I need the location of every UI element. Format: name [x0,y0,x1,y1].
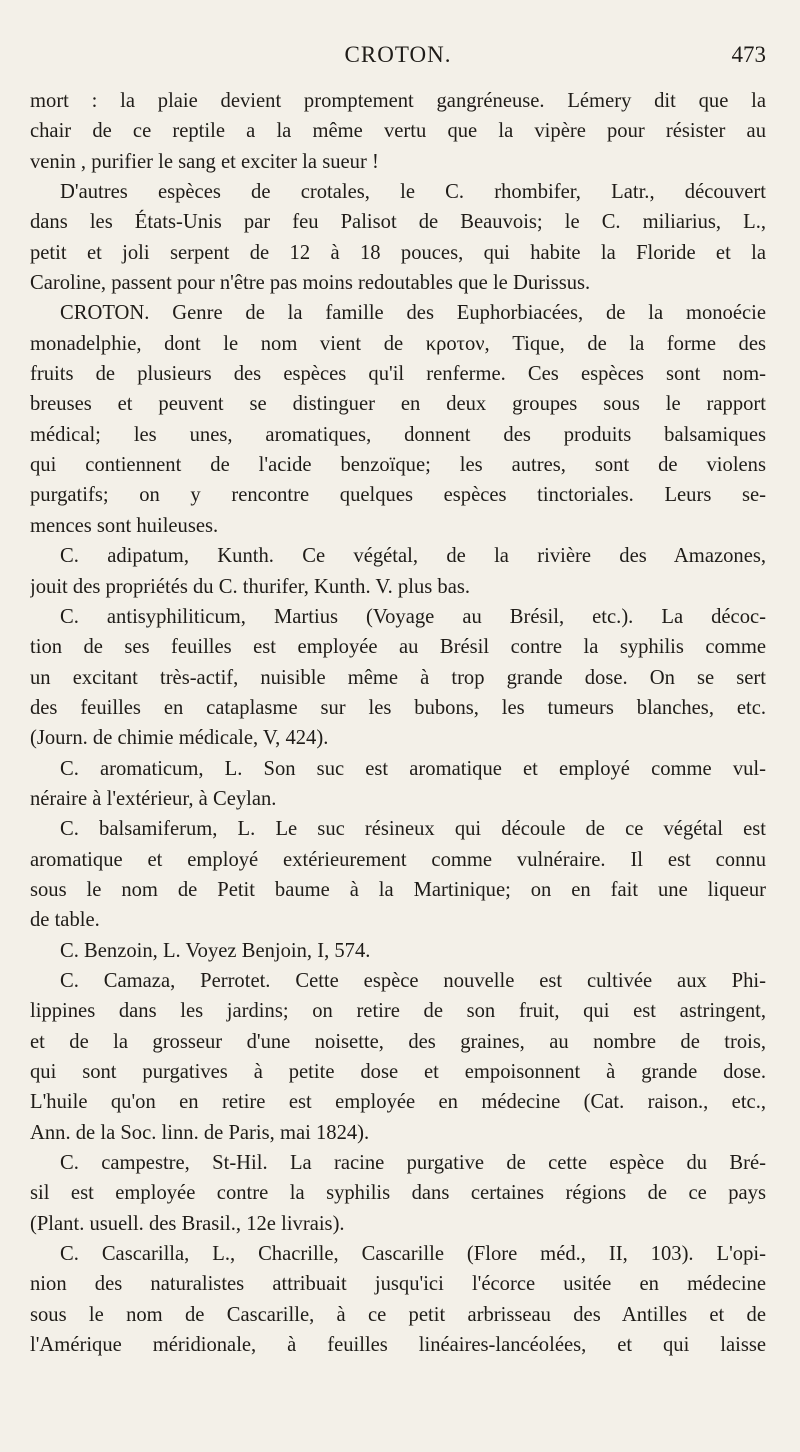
text-line: C. Benzoin, L. Voyez Benjoin, I, 574. [60,939,371,962]
body-text [30,86,766,1360]
text-line: C. campestre, St-Hil. La racine purgative de cette espèce du Bré- [60,1152,766,1175]
text-line: C. Cascarilla, L., Chacrille, Cascarille (Flore méd., II, 103). L'opi- [60,1243,766,1266]
text-line: un excitant très-actif, nuisible même à trop grande dose. On se sert [30,666,766,689]
text-line: qui sont purgatives à petite dose et empoisonnent à grande dose. [30,1061,766,1083]
text-line: sil est employée contre la syphilis dans certaines régions de ce pays [30,1182,766,1205]
text-line: lippines dans les jardins; on retire de son fruit, qui est astringent, [30,1000,766,1023]
text-line: néraire à l'extérieur, à Ceylan. [30,787,277,810]
text-line: l'Amérique méridionale, à feuilles linéaires-lancéolées, et qui laisse [30,1334,766,1357]
text-line: dans les États-Unis par feu Palisot de Beauvois; le C. miliarius, L., [30,211,766,234]
text-line: qui contiennent de l'acide benzoïque; les autres, sont de violens [30,454,766,477]
text-line: D'autres espèces de crotales, le C. rhombifer, Latr., découvert [60,181,766,204]
text-line: petit et joli serpent de 12 à 18 pouces, qui habite la Floride et la [30,241,766,264]
text-line: médical; les unes, aromatiques, donnent des produits balsamiques [30,423,766,446]
text-line: des feuilles en cataplasme sur les bubons, les tumeurs blanches, etc. [30,696,766,719]
text-line: purgatifs; on y rencontre quelques espèces tinctoriales. Leurs se- [30,484,766,507]
text-line: fruits de plusieurs des espèces qu'il renferme. Ces espèces sont nom- [30,363,766,386]
text-line: Caroline, passent pour n'être pas moins redoutables que le Durissus. [30,272,591,295]
text-line: nion des naturalistes attribuait jusqu'ici l'écorce usitée en médecine [30,1273,766,1296]
text-line: C. adipatum, Kunth. Ce végétal, de la rivière des Amazones, [60,545,766,568]
text-line: (Journ. de chimie médicale, V, 424). [30,727,329,750]
text-line: aromatique et employé extérieurement comme vulnéraire. Il est connu [30,848,766,871]
text-line: mort : la plaie devient promptement gangréneuse. Lémery dit que la [30,90,766,112]
text-line: chair de ce reptile a la même vertu que la vipère pour résister au [30,120,766,143]
text-line: CROTON. Genre de la famille des Euphorbiacées, de la monoécie [60,302,766,325]
text-line: et de la grosseur d'une noisette, des graines, au nombre de trois, [30,1030,766,1053]
text-line: Ann. de la Soc. linn. de Paris, mai 1824). [30,1121,370,1144]
text-line: (Plant. usuell. des Brasil., 12e livrais). [30,1212,345,1235]
text-line: venin , purifier le sang et exciter la sueur ! [30,150,379,173]
text-line: sous le nom de Cascarille, à ce petit arbrisseau des Antilles et de [30,1303,766,1326]
text-line: de table. [30,909,100,932]
running-title: CROTON. [344,42,452,67]
text-line: C. balsamiferum, L. Le suc résineux qui découle de ce végétal est [60,818,766,841]
text-line: sous le nom de Petit baume à la Martinique; on en fait une liqueur [30,878,766,901]
page-number: 473 [731,42,766,67]
text-line: C. antisyphiliticum, Martius (Voyage au Brésil, etc.). La décoc- [60,605,766,628]
running-head [30,40,766,86]
text-line: mences sont huileuses. [30,514,219,537]
text-line: C. Camaza, Perrotet. Cette espèce nouvelle est cultivée aux Phi- [60,969,766,992]
text-line: monadelphie, dont le nom vient de κροτον, Tique, de la forme des [30,332,766,355]
text-line: tion de ses feuilles est employée au Brésil contre la syphilis comme [30,636,766,659]
text-line: breuses et peuvent se distinguer en deux groupes sous le rapport [30,393,766,416]
text-line: L'huile qu'on en retire est employée en médecine (Cat. raison., etc., [30,1091,766,1114]
text-line: C. aromaticum, L. Son suc est aromatique et employé comme vul- [60,757,766,780]
text-line: jouit des propriétés du C. thurifer, Kunth. V. plus bas. [30,575,470,598]
